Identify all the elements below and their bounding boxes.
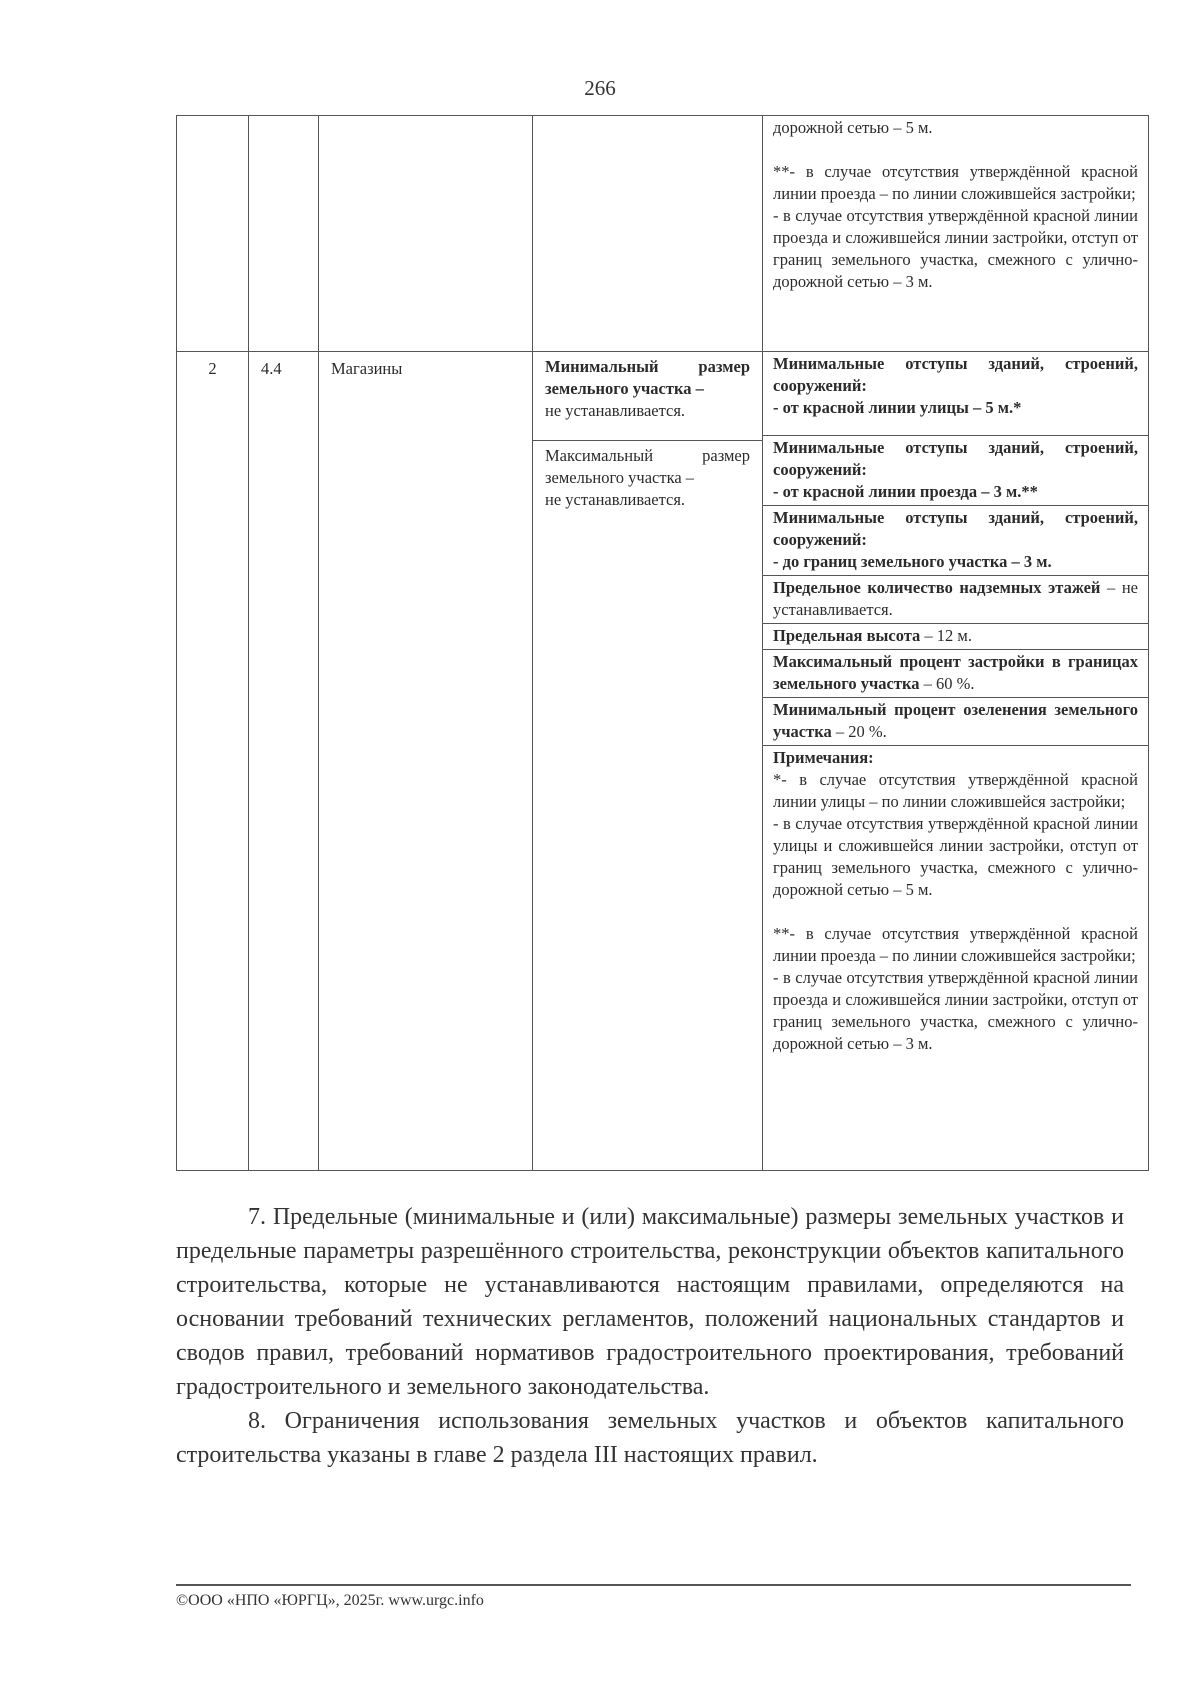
cell-max-size [533, 441, 763, 1171]
min-size-value: не устанавливается. [545, 401, 686, 420]
param-6 [763, 650, 1148, 698]
param-5 [763, 624, 1148, 650]
note1-b: - в случае отсутствия утверждённой красной линии улицы и сложившейся линии застройки, отступ от границ земельного участка, смежного с улично-дорожной сетью – 5 м. [773, 814, 1138, 899]
notes-title: Примечания: [773, 748, 874, 767]
cell-code: 4.4 [249, 352, 319, 1171]
cell-use-name: Магазины [319, 352, 533, 1171]
cell-notes-continuation [763, 116, 1149, 352]
param-1-value: - от красной линии улицы – 5 м.* [773, 398, 1022, 417]
note2-b: - в случае отсутствия утверждённой красной линии проезда и сложившейся линии застройки, отступ от границ земельного участка, смежного с улично-дорожной сетью – 3 м. [773, 968, 1138, 1053]
param-6-value: – 60 %. [919, 674, 975, 693]
param-1 [763, 352, 1148, 436]
footer-divider [176, 1584, 1131, 1586]
body-text [176, 1200, 1124, 1472]
param-7-value: – 20 %. [831, 722, 887, 741]
param-5-title: Предельная высота [773, 626, 921, 645]
param-3 [763, 506, 1148, 576]
cell-row-number: 2 [177, 352, 249, 1171]
param-4-title: Предельное количество надземных этажей [773, 578, 1101, 597]
land-use-table [176, 115, 1149, 1171]
cell-code-empty [249, 116, 319, 352]
paragraph-8: 8. Ограничения использования земельных участков и объектов капитального строительства указаны в главе 2 раздела III настоящих правил. [176, 1408, 1124, 1468]
cell-name-empty [319, 116, 533, 352]
page-number: 266 [584, 76, 616, 100]
table-row-continuation [177, 116, 1149, 352]
param-7 [763, 698, 1148, 746]
param-4-value: – не устанавливается. [773, 578, 1138, 619]
min-size-title: Минимальный размер земельного участка – [545, 357, 750, 398]
note2-b: - в случае отсутствия утверждённой красной линии проезда и сложившейся линии застройки, отступ от границ земельного участка, смежного с улично-дорожной сетью – 3 м. [773, 206, 1138, 291]
param-3-value: - до границ земельного участка – 3 м. [773, 552, 1052, 571]
cell-size-empty [533, 116, 763, 352]
param-2-value: - от красной линии проезда – 3 м.** [773, 482, 1038, 501]
param-2-title: Минимальные отступы зданий, строений, сооружений: [773, 438, 1138, 479]
param-2 [763, 436, 1148, 506]
cell-num-empty [177, 116, 249, 352]
notes [763, 746, 1148, 1057]
param-1-title: Минимальные отступы зданий, строений, сооружений: [773, 354, 1138, 395]
param-5-value: – 12 м. [920, 626, 972, 645]
note2-a: **- в случае отсутствия утверждённой красной линии проезда – по линии сложившейся застройки; [773, 924, 1138, 965]
param-4 [763, 576, 1148, 624]
footer-copyright: ©ООО «НПО «ЮРГЦ», 2025г. www.urgc.info [176, 1592, 484, 1609]
note-line-top: дорожной сетью – 5 м. [773, 118, 933, 137]
cell-min-size [533, 352, 763, 441]
param-7-title: Минимальный процент озеленения земельного участка [773, 700, 1138, 741]
max-size-title: Максимальный размер земельного участка – [545, 446, 750, 487]
paragraph-7: 7. Предельные (минимальные и (или) максимальные) размеры земельных участков и предельные параметры разрешённого строительства, реконструкции объектов капитального строительства, которые не устанавливаются настоящим правилами, определяются на основании требований технических регламентов, положений национальных стандартов и сводов правил, требований нормативов градостроительного проектирования, требований градостроительного и земельного законодательства. [176, 1204, 1124, 1400]
max-size-value: не устанавливается. [545, 490, 686, 509]
table-row [177, 352, 1149, 441]
note2-a: **- в случае отсутствия утверждённой красной линии проезда – по линии сложившейся застройки; [773, 162, 1138, 203]
cell-params [763, 352, 1149, 1171]
param-3-title: Минимальные отступы зданий, строений, сооружений: [773, 508, 1138, 549]
note1-a: *- в случае отсутствия утверждённой красной линии улицы – по линии сложившейся застройки; [773, 770, 1138, 811]
param-6-title: Максимальный процент застройки в границах земельного участка [773, 652, 1138, 693]
